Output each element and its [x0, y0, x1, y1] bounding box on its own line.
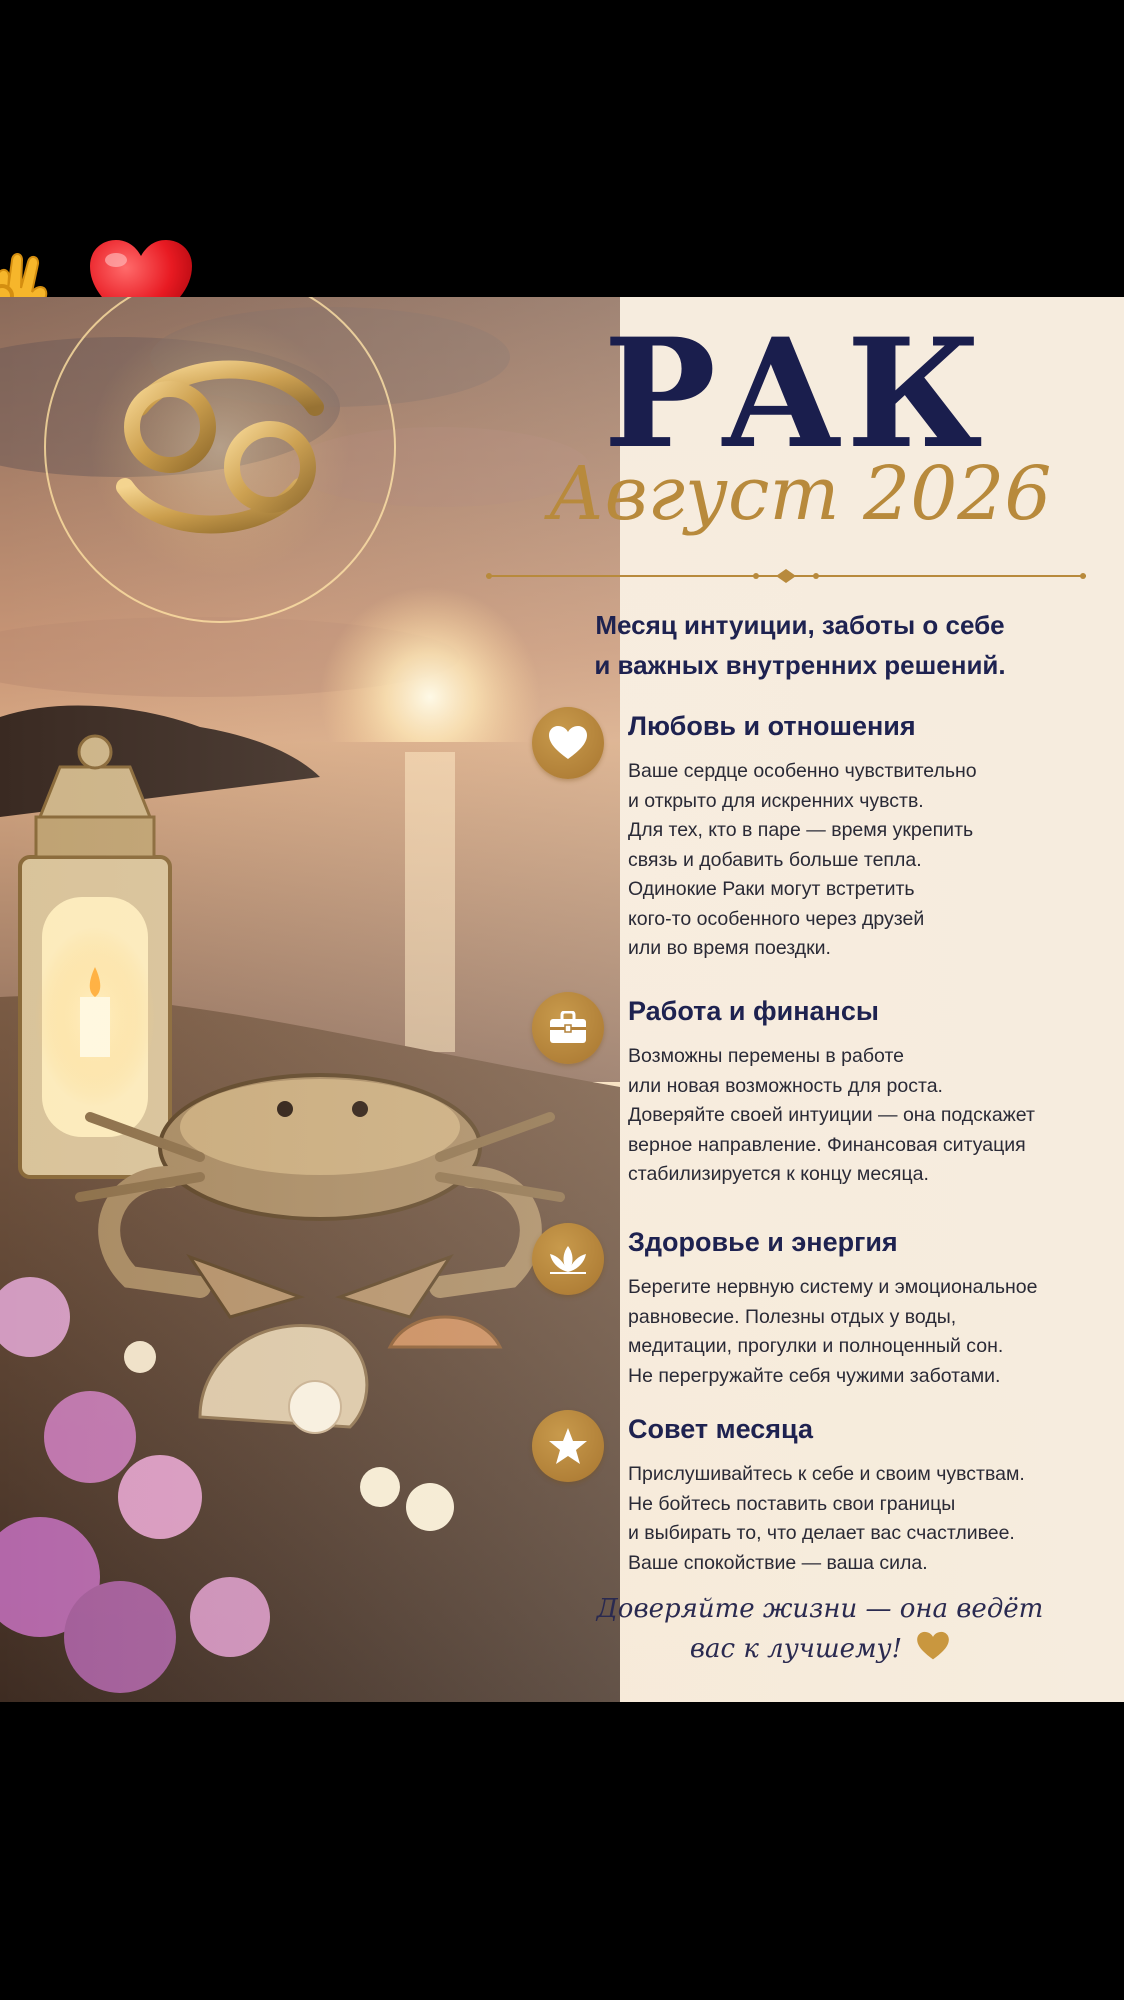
horoscope-poster	[0, 297, 1124, 1702]
body-line: или во время поездки.	[628, 937, 831, 959]
body-line: и открыто для искренних чувств.	[628, 789, 924, 812]
body-line: стабилизируется к концу месяца.	[628, 1163, 929, 1185]
body-line: и выбирать то, что делает вас счастливее.	[628, 1522, 1015, 1544]
section-title: Здоровье и энергия	[628, 1227, 898, 1257]
heart-icon	[532, 707, 604, 779]
section-body	[628, 1273, 1098, 1391]
tagline	[520, 605, 1080, 685]
body-line: связь и добавить больше тепла.	[628, 848, 922, 871]
tagline-line: и важных внутренних решений.	[594, 650, 1006, 680]
body-line: Прислушивайтесь к себе и своим чувствам.	[628, 1463, 1025, 1485]
section-body	[628, 1042, 1098, 1190]
body-line: Ваше спокойствие — ваша сила.	[628, 1551, 928, 1574]
page-title: РАК	[603, 306, 987, 482]
tagline-line: Месяц интуиции, заботы о себе	[595, 610, 1005, 640]
lotus-icon	[532, 1223, 604, 1295]
body-line: Не бойтесь поставить свои границы	[628, 1492, 956, 1515]
closing-line-2	[560, 1627, 1080, 1667]
closing-line: вас к лучшему!	[689, 1634, 903, 1664]
briefcase-icon	[532, 992, 604, 1064]
body-line: или новая возможность для роста.	[628, 1074, 943, 1097]
body-line: Возможны перемены в работе	[628, 1045, 905, 1067]
page-subtitle: Август 2026	[548, 451, 1052, 537]
section-body	[628, 1460, 1098, 1578]
body-line: Берегите нервную систему и эмоциональное	[628, 1276, 1038, 1298]
body-line: равновесие. Полезны отдых у воды,	[628, 1305, 957, 1328]
body-line: Одинокие Раки могут встретить	[628, 878, 915, 900]
body-line: кого-то особенного через друзей	[628, 907, 925, 930]
section-body	[628, 757, 1098, 964]
ornament-divider	[486, 569, 1086, 583]
section-title: Совет месяца	[628, 1414, 813, 1444]
body-line: Ваше сердце особенно чувствительно	[628, 760, 977, 782]
body-line: Не перегружайте себя чужими заботами.	[628, 1364, 1001, 1387]
body-line: медитации, прогулки и полноценный сон.	[628, 1335, 1004, 1357]
body-line: Для тех, кто в паре — время укрепить	[628, 819, 974, 841]
heart-icon	[916, 1631, 950, 1661]
section-title: Работа и финансы	[628, 996, 879, 1026]
body-line: Доверяйте своей интуиции — она подскажет	[628, 1104, 1035, 1126]
star-icon	[532, 1410, 604, 1482]
closing-message	[560, 1591, 1080, 1667]
body-line: верное направление. Финансовая ситуация	[628, 1133, 1026, 1156]
closing-line: Доверяйте жизни — она ведёт	[596, 1594, 1044, 1624]
section-title: Любовь и отношения	[628, 711, 916, 741]
